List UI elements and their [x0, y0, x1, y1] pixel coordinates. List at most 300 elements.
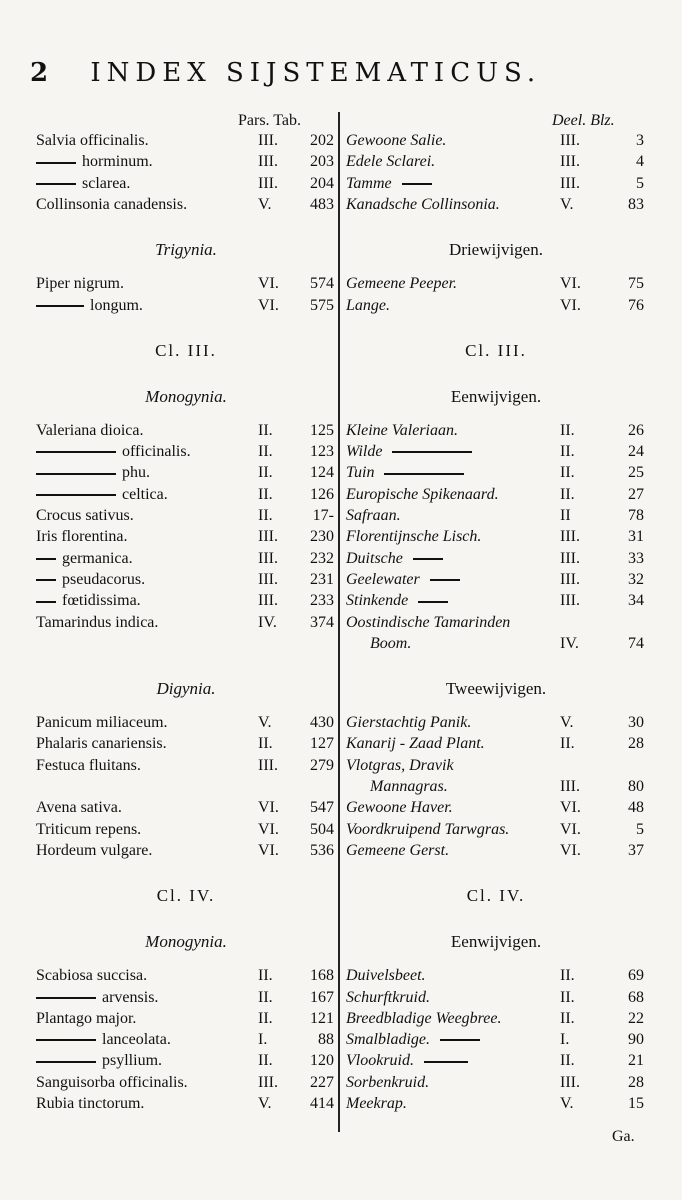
dutch-name-text: Edele Sclarei. — [346, 153, 436, 171]
dutch-name — [346, 484, 499, 506]
dutch-name-text: Duitsche — [346, 549, 403, 567]
dutch-name — [346, 1050, 474, 1072]
dutch-name-text: Oostindische Tamarinden — [346, 613, 511, 631]
ditto-dash — [36, 473, 116, 475]
blz-value: 32 — [628, 570, 644, 588]
tab-value: 547 — [310, 799, 334, 817]
dutch-name-text: Voordkruipend Tarwgras. — [346, 820, 510, 838]
latin-name — [36, 151, 153, 173]
latin-name-text: Phalaris canariensis. — [36, 735, 167, 753]
dutch-name — [346, 840, 449, 862]
deel-value: V. — [560, 714, 574, 732]
section-heading-latin: Trigynia. — [155, 240, 217, 260]
index-row — [0, 1050, 682, 1072]
ditto-dash — [36, 451, 116, 453]
blz-value: 27 — [628, 485, 644, 503]
deel-value: II. — [560, 735, 575, 753]
dutch-name-text: Duivelsbeet. — [346, 967, 426, 985]
dutch-name-text: Safraan. — [346, 507, 401, 524]
ditto-dash — [36, 1061, 96, 1063]
pars-value: VI. — [258, 820, 279, 838]
index-row — [0, 733, 682, 755]
tab-value: 168 — [310, 967, 334, 985]
dutch-name — [346, 1072, 429, 1094]
latin-name-text: Avena sativa. — [36, 799, 122, 817]
pars-value: V. — [258, 1095, 272, 1112]
dutch-name-text: Gewoone Haver. — [346, 799, 453, 817]
latin-name-text: arvensis. — [102, 988, 159, 1006]
latin-name-text: fœtidissima. — [62, 592, 141, 610]
ditto-dash — [36, 183, 76, 185]
section-heading-latin: Cl. IV. — [156, 886, 216, 906]
latin-name — [36, 173, 130, 195]
latin-name-text: horminum. — [82, 153, 153, 171]
latin-name-text: Collinsonia canadensis. — [36, 195, 188, 213]
dutch-name — [370, 633, 411, 655]
latin-name — [36, 819, 141, 841]
deel-value: V. — [560, 195, 574, 213]
tab-value: 483 — [310, 195, 334, 213]
tab-value: 504 — [310, 820, 334, 838]
dutch-name — [346, 712, 471, 734]
ditto-dash — [36, 997, 96, 999]
index-row — [0, 569, 682, 591]
index-row — [0, 590, 682, 612]
latin-name-text: Tamarindus indica. — [36, 613, 159, 631]
dutch-name-text: Vlotgras, Dravik — [346, 756, 454, 774]
tab-value: 430 — [310, 714, 334, 732]
pars-value: III. — [258, 174, 278, 192]
dutch-name — [346, 1093, 407, 1115]
blz-value: 33 — [628, 549, 644, 567]
tab-value: 120 — [310, 1052, 334, 1070]
index-row — [0, 840, 682, 862]
dutch-name-text: Mannagras. — [370, 778, 448, 795]
blz-value: 80 — [628, 778, 644, 795]
latin-name — [36, 441, 191, 463]
dutch-name — [346, 526, 481, 548]
deel-value: I. — [560, 1031, 570, 1049]
deel-value: VI. — [560, 841, 581, 859]
dutch-name-text: Florentijnsche Lisch. — [346, 528, 482, 546]
section-heading-latin: Monogynia. — [145, 932, 227, 952]
dutch-name — [346, 569, 466, 591]
tab-value: 88 — [318, 1031, 334, 1049]
blz-value: 3 — [636, 132, 644, 149]
index-row — [0, 548, 682, 570]
dutch-name — [346, 194, 500, 216]
tab-value: 121 — [310, 1009, 334, 1027]
page-header — [30, 58, 650, 88]
pars-value: II. — [258, 735, 273, 753]
latin-name-text: Valeriana dioica. — [36, 421, 144, 439]
tab-value: 17- — [312, 507, 334, 524]
pars-value: II. — [258, 464, 273, 482]
index-row — [0, 819, 682, 841]
blz-value: 78 — [628, 507, 644, 524]
ditto-dash — [440, 1039, 480, 1041]
dutch-name — [346, 797, 453, 819]
latin-name — [36, 1050, 162, 1072]
right-column-header: Deel. Blz. — [552, 112, 615, 129]
tab-value: 204 — [310, 174, 334, 192]
latin-name-text: Festuca fluitans. — [36, 756, 141, 774]
deel-value: II. — [560, 988, 575, 1006]
pars-value: VI. — [258, 799, 279, 817]
dutch-name — [346, 441, 478, 463]
latin-name — [36, 712, 168, 734]
index-row — [0, 462, 682, 484]
latin-name — [36, 569, 145, 591]
deel-value: III. — [560, 778, 580, 795]
blz-value: 4 — [636, 153, 644, 171]
dutch-name — [346, 612, 510, 634]
tab-value: 414 — [310, 1095, 334, 1112]
index-row — [0, 130, 682, 152]
dutch-name-text: Stinkende — [346, 592, 409, 610]
dutch-name — [346, 1008, 502, 1030]
index-row — [0, 776, 682, 798]
ditto-dash — [36, 162, 76, 164]
pars-value: II. — [258, 967, 273, 985]
latin-name — [36, 130, 149, 152]
dutch-name-text: Lange. — [346, 296, 390, 314]
latin-name — [36, 484, 168, 506]
latin-name-text: Rubia tinctorum. — [36, 1095, 145, 1112]
index-row — [0, 273, 682, 295]
section-heading-latin: Digynia. — [156, 679, 216, 699]
pars-value: VI. — [258, 841, 279, 859]
index-row — [0, 1072, 682, 1094]
index-row — [0, 505, 682, 527]
section-heading-dutch: Tweewijvigen. — [445, 679, 547, 699]
latin-name — [36, 194, 187, 216]
deel-value: II. — [560, 485, 575, 503]
dutch-name-text: Europische Spikenaard. — [346, 485, 499, 503]
blz-value: 5 — [636, 820, 644, 838]
dutch-name — [346, 151, 435, 173]
deel-value: III. — [560, 1073, 580, 1091]
dutch-name — [346, 505, 401, 527]
blz-value: 28 — [628, 735, 644, 753]
latin-name — [36, 1093, 144, 1115]
ditto-dash — [36, 558, 56, 560]
blz-value: 15 — [628, 1095, 644, 1112]
latin-name-text: Iris florentina. — [36, 528, 128, 546]
pars-value: III. — [258, 132, 278, 149]
index-row — [0, 194, 682, 216]
ditto-dash — [36, 579, 56, 581]
latin-name — [36, 462, 150, 484]
section-heading-dutch: Cl. III. — [465, 340, 527, 360]
pars-value: II. — [258, 507, 273, 524]
index-row — [0, 173, 682, 195]
dutch-name — [346, 755, 454, 777]
latin-name-text: Sanguisorba officinalis. — [36, 1073, 188, 1091]
latin-name-text: psyllium. — [102, 1052, 163, 1070]
tab-value: 231 — [310, 570, 334, 588]
page-number: 2 — [30, 58, 49, 88]
tab-value: 279 — [310, 756, 334, 774]
deel-value: II. — [560, 464, 575, 482]
blz-value: 83 — [628, 195, 644, 213]
latin-name-text: phu. — [122, 464, 150, 482]
dutch-name-text: Gemeene Peeper. — [346, 275, 458, 293]
dutch-name-text: Gierstachtig Panik. — [346, 714, 472, 732]
deel-value: VI. — [560, 296, 581, 314]
dutch-name — [346, 462, 470, 484]
left-column-header: Pars. Tab. — [238, 112, 302, 129]
section-heading-dutch: Eenwijvigen. — [450, 932, 542, 952]
blz-value: 31 — [628, 528, 644, 546]
tab-value: 127 — [310, 735, 334, 753]
latin-name — [36, 1072, 188, 1094]
ditto-dash — [413, 558, 443, 560]
latin-name-text: sclarea. — [82, 174, 131, 192]
pars-value: III. — [258, 1073, 278, 1091]
latin-name-text: longum. — [90, 296, 143, 314]
index-row — [0, 441, 682, 463]
pars-value: I. — [258, 1031, 268, 1049]
ditto-dash — [392, 451, 472, 453]
latin-name — [36, 1029, 171, 1051]
pars-value: II. — [258, 1052, 273, 1070]
blz-value: 21 — [628, 1052, 644, 1070]
latin-name-text: Scabiosa succisa. — [36, 967, 148, 985]
latin-name — [36, 420, 144, 442]
tab-value: 126 — [310, 485, 334, 503]
ditto-dash — [384, 473, 464, 475]
latin-name-text: Panicum miliaceum. — [36, 714, 168, 732]
deel-value: VI. — [560, 275, 581, 293]
dutch-name-text: Kanarij - Zaad Plant. — [346, 735, 485, 753]
index-row — [0, 526, 682, 548]
index-row — [0, 965, 682, 987]
pars-value: III. — [258, 570, 278, 588]
latin-name — [36, 755, 141, 777]
latin-name-text: lanceolata. — [102, 1031, 171, 1049]
latin-name — [36, 1008, 136, 1030]
dutch-name-text: Tuin — [346, 464, 375, 482]
tab-value: 233 — [310, 592, 334, 610]
latin-name-text: germanica. — [62, 549, 133, 567]
latin-name — [36, 295, 143, 317]
index-row — [0, 755, 682, 777]
latin-name-text: Hordeum vulgare. — [36, 841, 153, 859]
dutch-name-text: Gemeene Gerst. — [346, 841, 450, 859]
section-heading-dutch: Driewijvigen. — [449, 240, 543, 260]
blz-value: 26 — [628, 421, 644, 439]
tab-value: 227 — [310, 1073, 334, 1091]
ditto-dash — [36, 305, 84, 307]
dutch-name — [346, 130, 446, 152]
tab-value: 230 — [310, 528, 334, 546]
dutch-name — [370, 776, 448, 798]
dutch-name-text: Geelewater — [346, 570, 420, 588]
deel-value: II. — [560, 443, 575, 461]
deel-value: III. — [560, 174, 580, 192]
index-row — [0, 295, 682, 317]
dutch-name-text: Sorbenkruid. — [346, 1073, 430, 1091]
latin-name — [36, 965, 147, 987]
pars-value: III. — [258, 592, 278, 610]
latin-name-text: Piper nigrum. — [36, 275, 124, 293]
ditto-dash — [418, 601, 448, 603]
ditto-dash — [36, 601, 56, 603]
blz-value: 68 — [628, 988, 644, 1006]
blz-value: 69 — [628, 967, 644, 985]
deel-value: VI. — [560, 799, 581, 817]
section-heading-dutch: Cl. IV. — [466, 886, 526, 906]
pars-value: II. — [258, 485, 273, 503]
blz-value: 28 — [628, 1073, 644, 1091]
deel-value: II. — [560, 967, 575, 985]
dutch-name-text: Vlookruid. — [346, 1052, 414, 1070]
deel-value: II. — [560, 1009, 575, 1027]
latin-name — [36, 590, 141, 612]
index-row — [0, 712, 682, 734]
deel-value: III. — [560, 132, 580, 149]
pars-value: III. — [258, 549, 278, 567]
dutch-name-text: Smalbladige. — [346, 1031, 430, 1049]
index-row — [0, 151, 682, 173]
dutch-name-text: Kanadsche Collinsonia. — [346, 195, 500, 213]
index-row — [0, 484, 682, 506]
blz-value: 75 — [628, 275, 644, 293]
tab-value: 536 — [310, 841, 334, 859]
latin-name-text: pseudacorus. — [62, 570, 146, 588]
dutch-name — [346, 987, 430, 1009]
latin-name-text: officinalis. — [122, 443, 191, 461]
latin-name — [36, 526, 128, 548]
index-row — [0, 612, 682, 634]
latin-name — [36, 987, 158, 1009]
pars-value: II. — [258, 1009, 273, 1027]
tab-value: 124 — [310, 464, 334, 482]
pars-value: VI. — [258, 296, 279, 314]
deel-value: III. — [560, 528, 580, 546]
latin-name-text: Plantago major. — [36, 1009, 137, 1027]
dutch-name-text: Breedbladige Weegbree. — [346, 1009, 502, 1027]
dutch-name — [346, 173, 438, 195]
pars-value: II. — [258, 443, 273, 461]
section-heading-latin: Cl. III. — [155, 340, 217, 360]
dutch-name — [346, 733, 485, 755]
dutch-name — [346, 819, 509, 841]
pars-value: V. — [258, 714, 272, 732]
blz-value: 34 — [628, 592, 644, 610]
ditto-dash — [402, 183, 432, 185]
index-row — [0, 1008, 682, 1030]
dutch-name — [346, 548, 449, 570]
latin-name — [36, 548, 133, 570]
deel-value: III. — [560, 153, 580, 171]
deel-value: III. — [560, 549, 580, 567]
pars-value: VI. — [258, 275, 279, 293]
latin-name-text: celtica. — [122, 485, 168, 503]
deel-value: II. — [560, 421, 575, 439]
tab-value: 203 — [310, 153, 334, 171]
pars-value: II. — [258, 421, 273, 439]
tab-value: 574 — [310, 275, 334, 293]
ditto-dash — [36, 1039, 96, 1041]
blz-value: 30 — [628, 714, 644, 732]
dutch-name — [346, 273, 457, 295]
latin-name — [36, 505, 134, 527]
blz-value: 5 — [636, 174, 644, 192]
tab-value: 202 — [310, 132, 334, 149]
section-heading-latin: Monogynia. — [145, 386, 227, 406]
catchword: Ga. — [612, 1128, 635, 1145]
section-heading-dutch: Eenwijvigen. — [450, 386, 542, 406]
blz-value: 37 — [628, 841, 644, 859]
index-row — [0, 1029, 682, 1051]
deel-value: III. — [560, 592, 580, 610]
index-row — [0, 1093, 682, 1115]
pars-value: II. — [258, 988, 273, 1006]
deel-value: VI. — [560, 820, 581, 838]
latin-name — [36, 797, 122, 819]
tab-value: 374 — [310, 613, 334, 631]
tab-value: 575 — [310, 296, 334, 314]
ditto-dash — [424, 1061, 468, 1063]
latin-name-text: Triticum repens. — [36, 820, 142, 838]
pars-value: III. — [258, 756, 278, 774]
blz-value: 25 — [628, 464, 644, 482]
blz-value: 74 — [628, 634, 644, 652]
deel-value: II. — [560, 1052, 575, 1070]
deel-value: V. — [560, 1095, 574, 1112]
latin-name — [36, 733, 167, 755]
pars-value: IV. — [258, 613, 277, 631]
dutch-name-text: Boom. — [370, 634, 412, 652]
blz-value: 22 — [628, 1009, 644, 1027]
latin-name — [36, 840, 152, 862]
deel-value: II — [560, 507, 571, 524]
tab-value: 123 — [310, 443, 334, 461]
latin-name — [36, 273, 124, 295]
tab-value: 232 — [310, 549, 334, 567]
tab-value: 125 — [310, 421, 334, 439]
ditto-dash — [36, 494, 116, 496]
dutch-name-text: Kleine Valeriaan. — [346, 421, 458, 439]
pars-value: III. — [258, 153, 278, 171]
deel-value: IV. — [560, 634, 579, 652]
blz-value: 48 — [628, 799, 644, 817]
latin-name-text: Salvia officinalis. — [36, 132, 149, 149]
blz-value: 90 — [628, 1031, 644, 1049]
deel-value: III. — [560, 570, 580, 588]
blz-value: 76 — [628, 296, 644, 314]
dutch-name — [346, 1029, 486, 1051]
index-row — [0, 797, 682, 819]
dutch-name — [346, 965, 426, 987]
dutch-name — [346, 420, 458, 442]
index-row — [0, 633, 682, 655]
latin-name-text: Crocus sativus. — [36, 507, 134, 524]
dutch-name-text: Meekrap. — [346, 1095, 407, 1112]
pars-value: III. — [258, 528, 278, 546]
dutch-name-text: Gewoone Salie. — [346, 132, 447, 149]
dutch-name-text: Schurftkruid. — [346, 988, 430, 1006]
ditto-dash — [430, 579, 460, 581]
tab-value: 167 — [310, 988, 334, 1006]
blz-value: 24 — [628, 443, 644, 461]
dutch-name-text: Wilde — [346, 443, 383, 461]
pars-value: V. — [258, 195, 272, 213]
dutch-name — [346, 295, 390, 317]
page-title: INDEX SIJSTEMATICUS. — [90, 58, 542, 88]
